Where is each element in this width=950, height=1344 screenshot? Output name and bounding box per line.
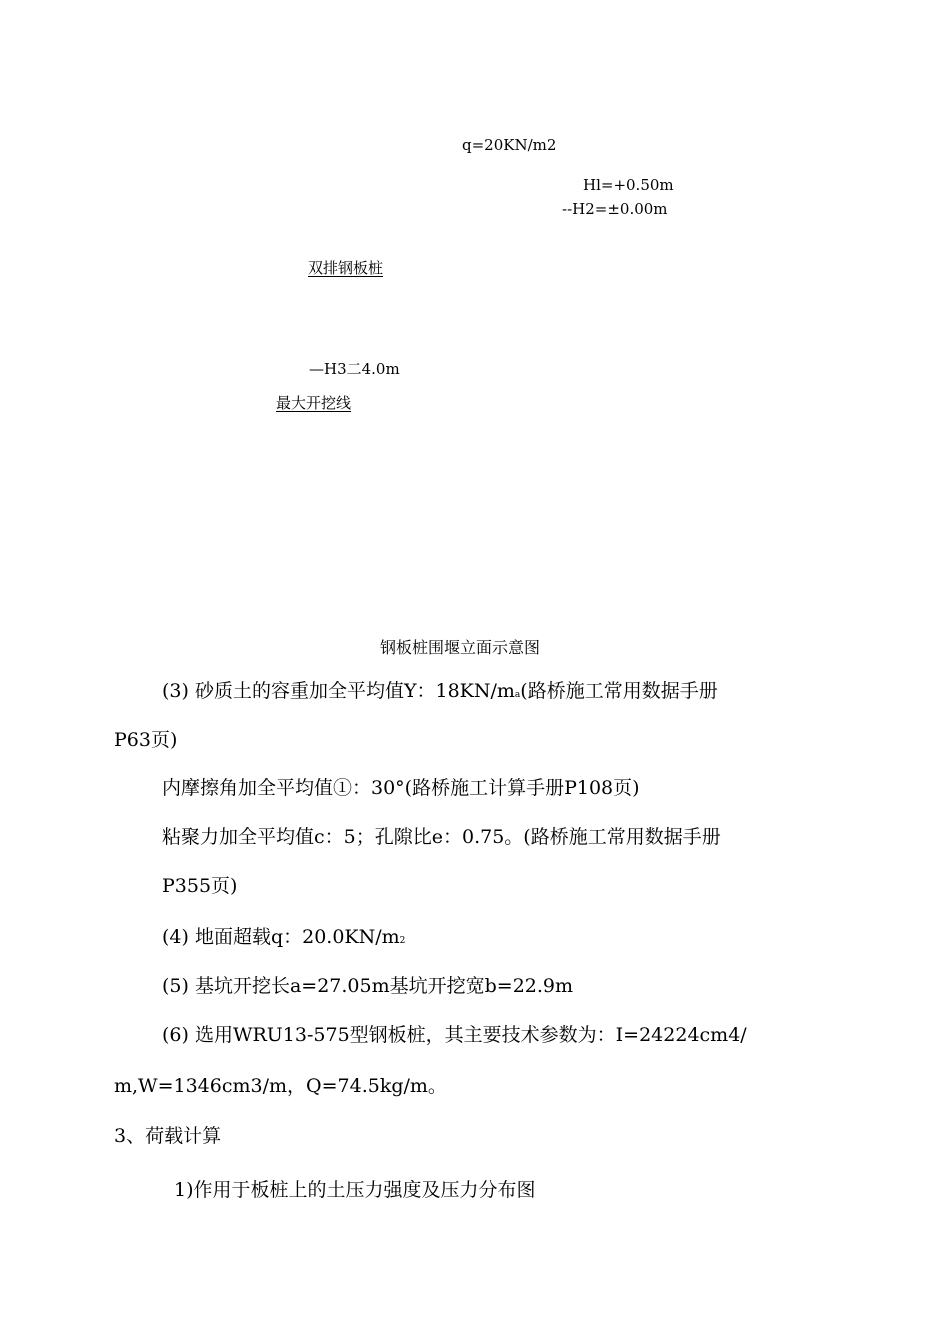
- item6-line1: (6) 选用WRU13-575型钢板桩，其主要技术参数为：I=24224cm4/: [162, 1024, 747, 1046]
- item5-line: (5) 基坑开挖长a=27.05m基坑开挖宽b=22.9m: [162, 975, 574, 997]
- friction-angle-line: 内摩擦角加全平均值①：30°(路桥施工计算手册P108页): [162, 777, 640, 799]
- max-excavation-line-label: 最大开挖线: [276, 394, 352, 412]
- surcharge-label: q=20KN/m2: [462, 136, 557, 154]
- item6-line2: m,W=1346cm3/m，Q=74.5kg/m。: [114, 1075, 447, 1097]
- item3-line2: P63页): [114, 729, 178, 751]
- item3-line1: [162, 682, 718, 701]
- h3-elevation-label: —H3二4.0m: [309, 360, 400, 378]
- double-row-pile-label: 双排钢板桩: [308, 259, 384, 277]
- item3-tail: (路桥施工常用数据手册: [520, 680, 718, 702]
- subsection1-heading: 1)作用于板桩上的土压力强度及压力分布图: [174, 1179, 536, 1201]
- item3-text: (3) 砂质土的容重加全平均值Y：18KN/m: [162, 680, 515, 702]
- h2-elevation-label: --H2=±0.00m: [562, 200, 668, 218]
- cohesion-line: 粘聚力加全平均值c：5；孔隙比e：0.75。(路桥施工常用数据手册: [162, 826, 721, 848]
- item4-sub: 2: [399, 936, 406, 946]
- figure-caption: 钢板桩围堰立面示意图: [380, 638, 541, 657]
- item3-unit-sub: a: [514, 690, 521, 700]
- cohesion-line2: P355页): [162, 875, 238, 897]
- h1-elevation-label: Hl=+0.50m: [583, 176, 674, 194]
- section3-heading: 3、荷载计算: [114, 1125, 222, 1147]
- item4-text: (4) 地面超载q：20.0KN/m: [162, 926, 400, 948]
- item4-line: [162, 928, 405, 947]
